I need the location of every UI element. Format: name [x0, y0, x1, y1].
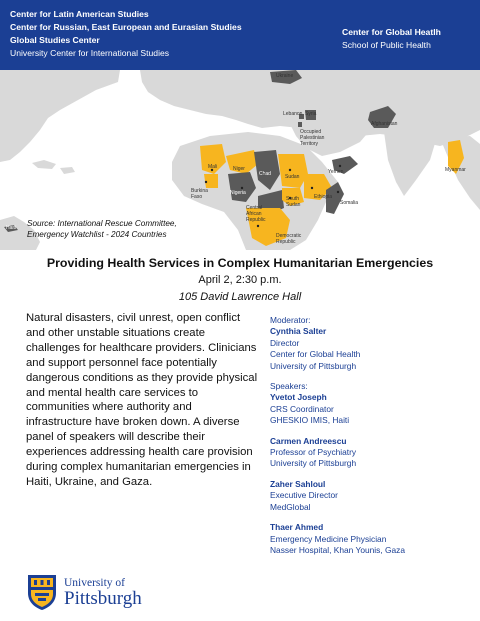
center-russian-east-european: Center for Russian, East European and Eurasian Studies [10, 22, 242, 32]
center-latin-american: Center for Latin American Studies [10, 9, 149, 19]
header-right-centers [342, 26, 441, 52]
label-drc: Democratic Republic [276, 233, 302, 245]
pitt-shield-icon [26, 573, 58, 611]
event-venue: 105 David Lawrence Hall [178, 291, 302, 303]
source-line-2: Emergency Watchlist - 2024 Countries [27, 230, 167, 239]
label-mali: Mali [208, 164, 218, 170]
label-car: Central African Republic [246, 205, 266, 223]
label-burkina: Burkina Faso [191, 188, 208, 200]
label-chad: Chad [259, 171, 271, 177]
header-banner [0, 0, 480, 70]
logo-text-pittsburgh: Pittsburgh [64, 588, 142, 609]
moderator-title: Director [270, 337, 300, 348]
speakers-label: Speakers: [270, 381, 308, 392]
center-global-health: Center for Global Heatlh [342, 27, 441, 37]
label-niger: Niger [233, 166, 245, 172]
label-lebanon: Lebanon [283, 111, 303, 117]
speaker-org: MedGlobal [270, 501, 311, 512]
world-map [0, 70, 480, 250]
label-opt: Occupied Palestinian Territory [300, 129, 325, 147]
speaker-title: Emergency Medicine Physician [270, 533, 387, 544]
speaker-title: Professor of Psychiatry [270, 447, 357, 458]
label-somalia: Somalia [340, 200, 359, 206]
label-ethiopia: Ethiopia [314, 194, 333, 200]
label-nigeria: Nigeria [230, 190, 246, 196]
moderator-univ: University of Pittsburgh [270, 360, 357, 371]
school-public-health: School of Public Health [342, 40, 431, 50]
speaker-name: Zaher Sahloul [270, 478, 326, 489]
opt-shape [298, 122, 302, 127]
speaker-title: CRS Coordinator [270, 403, 334, 414]
global-studies-center: Global Studies Center [10, 35, 100, 45]
speaker-name: Thaer Ahmed [270, 522, 324, 533]
ucis: University Center for International Studies [10, 48, 170, 58]
speaker-org: GHESKIO IMIS, Haiti [270, 415, 350, 426]
moderator-org: Center for Global Health [270, 349, 361, 360]
speaker-org: University of Pittsburgh [270, 458, 357, 469]
label-ukraine: Ukraine [276, 73, 294, 79]
logo-text-university: University of [64, 577, 126, 589]
event-title: Providing Health Services in Complex Humanitarian Emergencies [46, 256, 434, 270]
moderator-label: Moderator: [270, 315, 311, 325]
map-source-caption [27, 218, 177, 240]
label-myanmar: Myanmar [445, 167, 466, 173]
label-sudan: Sudan [285, 174, 300, 180]
header-left-centers [10, 8, 242, 60]
label-afghanistan: Afghanistan [371, 121, 398, 127]
speakers-panel [270, 315, 470, 556]
label-yemen: Yemen [328, 169, 344, 175]
speaker-org: Nasser Hospital, Khan Younis, Gaza [270, 544, 406, 555]
source-line-1: Source: International Rescue Committee, [27, 219, 177, 228]
label-haiti: Haiti [6, 225, 17, 231]
label-syria: Syria [305, 111, 317, 117]
university-logo [26, 573, 156, 613]
label-south-sudan: South Sudan [286, 196, 301, 208]
event-date: April 2, 2:30 p.m. [198, 274, 282, 286]
speaker-name: Yvetot Joseph [270, 392, 327, 403]
speaker-title: Executive Director [270, 490, 338, 501]
moderator-name: Cynthia Salter [270, 326, 327, 337]
speaker-name: Carmen Andreescu [270, 435, 347, 446]
event-description: Natural disasters, civil unrest, open conflict and other unstable situations create challenges for healthcare providers. Clinicians and support personnel face potentially dangerous conditions as they provide physical and mental health care services to communities where authority and infrastructure have broken down. A diverse panel of speakers will describe their experiences addressing health care provision during complex humanitarian emergencies in Haiti, Ukraine, and Gaza. [26, 312, 258, 488]
